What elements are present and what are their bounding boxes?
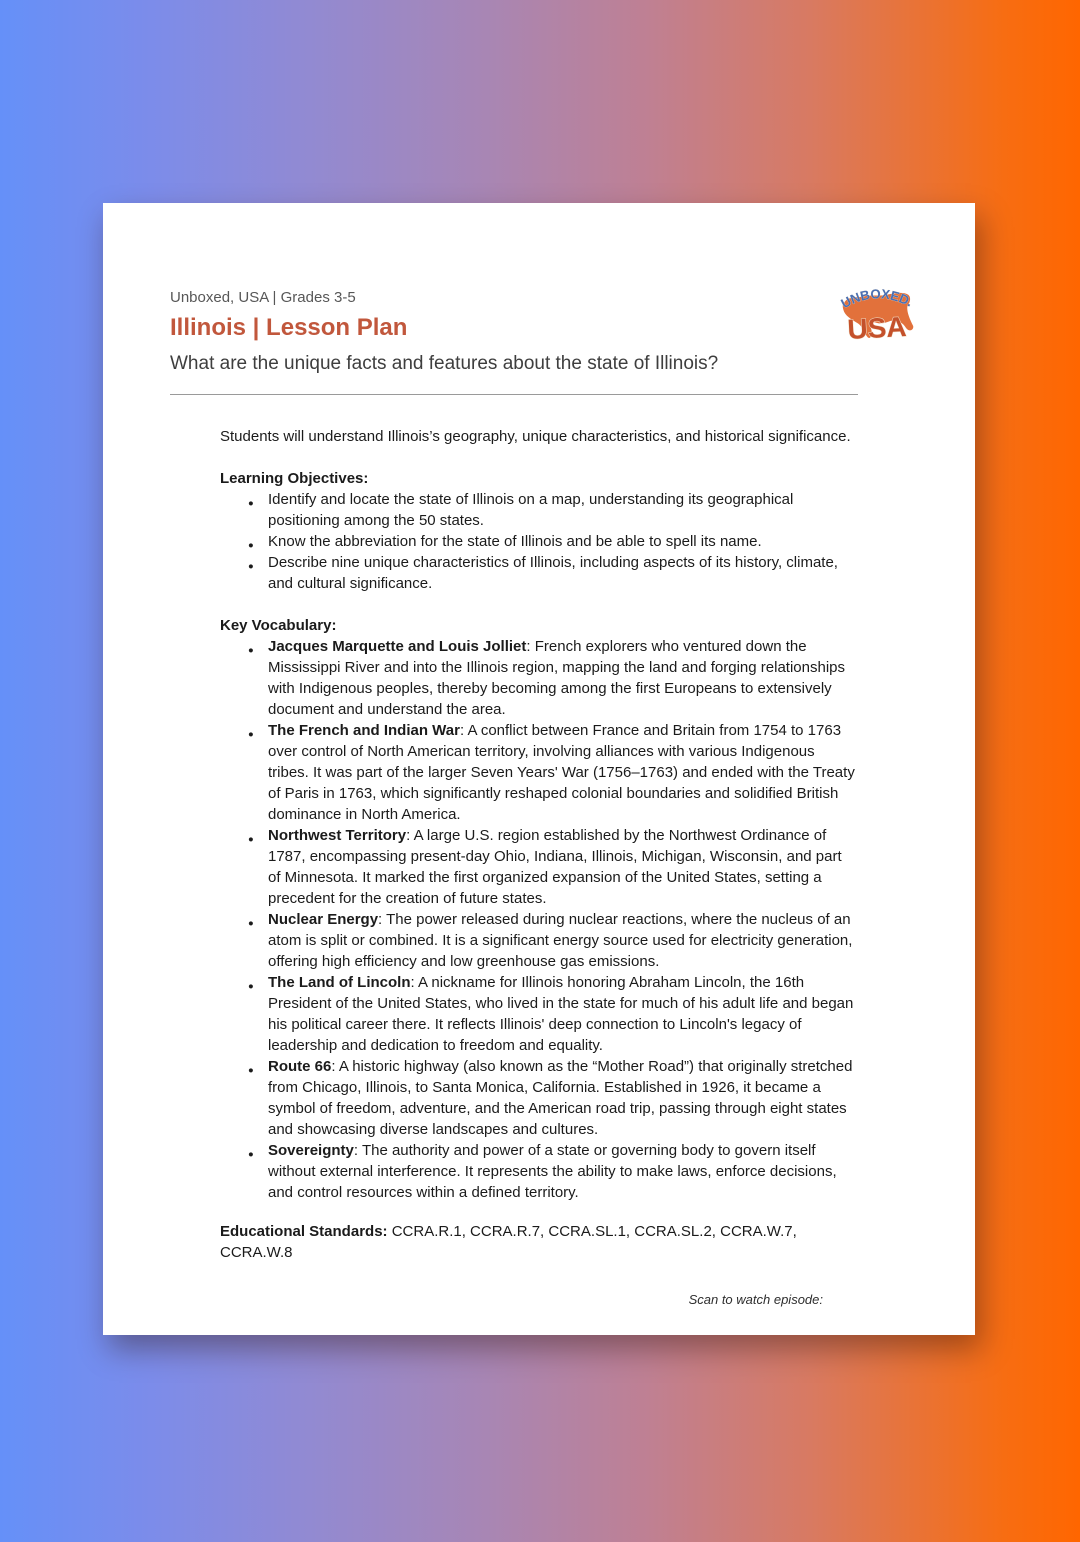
- document-page: [103, 203, 975, 1335]
- standards-value: CCRA.R.1, CCRA.R.7, CCRA.SL.1, CCRA.SL.2, CCRA.W.7, CCRA.W.8: [220, 1223, 797, 1261]
- standards-label: Educational Standards:: [220, 1223, 388, 1240]
- intro-paragraph: Students will understand Illinois’s geography, unique characteristics, and historical significance.: [220, 428, 851, 445]
- list-item: ● Know the abbreviation for the state of Illinois and be able to spell its name.: [268, 531, 858, 552]
- vocab-definition: : A nickname for Illinois honoring Abraham Lincoln, the 16th President of the United States, who lived in the state for much of his adult life and began his political career there. It reflects Illinois' deep connection to Lincoln's legacy of leadership and dedication to freedom and equality.: [268, 974, 854, 1054]
- list-item: [268, 1140, 858, 1203]
- vocab-definition: : French explorers who ventured down the Mississippi River and into the Illinois region, mapping the land and forging relationships with Indigenous peoples, thereby becoming among the first Europeans to extensively document and understand the area.: [268, 638, 845, 718]
- document-body: [220, 426, 858, 1308]
- vocab-term: Route 66: [268, 1058, 332, 1075]
- page-title: Illinois | Lesson Plan: [170, 314, 408, 341]
- list-item: [268, 1056, 858, 1140]
- educational-standards: [220, 1221, 858, 1263]
- list-item: ● Describe nine unique characteristics of Illinois, including aspects of its history, climate, and cultural significance.: [268, 552, 858, 594]
- vocab-definition: : The power released during nuclear reactions, where the nucleus of an atom is split or combined. It is a significant energy source used for electricity generation, offering high efficiency and low greenhouse gas emissions.: [268, 911, 853, 970]
- list-item: [268, 909, 858, 972]
- unboxed-usa-logo: [835, 275, 919, 349]
- list-item: ● Identify and locate the state of Illinois on a map, understanding its geographical positioning among the 50 states.: [268, 489, 858, 531]
- document-header: [170, 288, 858, 395]
- logo-text-top: UNBOXED.: [838, 286, 916, 312]
- vocab-definition: : A conflict between France and Britain from 1754 to 1763 over control of North American territory, involving alliances with various Indigenous tribes. It was part of the larger Seven Years' War (1756–1763) and ended with the Treaty of Paris in 1763, which significantly reshaped colonial boundaries and solidified British dominance in North America.: [268, 722, 855, 823]
- vocab-term: Jacques Marquette and Louis Jolliet: [268, 638, 527, 655]
- list-item: [268, 720, 858, 825]
- key-vocabulary-heading: Key Vocabulary:: [220, 617, 337, 634]
- list-item: [268, 972, 858, 1056]
- vocab-term: Northwest Territory: [268, 827, 407, 844]
- vocab-term: The Land of Lincoln: [268, 974, 411, 991]
- eyebrow-text: Unboxed, USA | Grades 3-5: [170, 289, 356, 306]
- learning-objectives-heading: Learning Objectives:: [220, 470, 369, 487]
- logo-text-bottom: USA: [846, 310, 908, 346]
- list-item: [268, 825, 858, 909]
- header-divider: [170, 394, 858, 395]
- vocab-term: Nuclear Energy: [268, 911, 379, 928]
- essential-question: What are the unique facts and features about the state of Illinois?: [170, 353, 719, 374]
- vocab-term: The French and Indian War: [268, 722, 460, 739]
- vocab-definition: : The authority and power of a state or governing body to govern itself without external interference. It represents the ability to make laws, enforce decisions, and control resources within a defined territory.: [268, 1142, 837, 1201]
- learning-objectives-list: [220, 489, 858, 594]
- vocab-definition: : A historic highway (also known as the “Mother Road”) that originally stretched from Chicago, Illinois, to Santa Monica, California. Established in 1926, it became a symbol of freedom, adventure, and the American road trip, passing through eight states and showcasing diverse landscapes and cultures.: [268, 1058, 853, 1138]
- scan-note: Scan to watch episode:: [688, 1292, 823, 1307]
- vocab-term: Sovereignty: [268, 1142, 354, 1159]
- key-vocabulary-list: [220, 636, 858, 1203]
- vocab-definition: : A large U.S. region established by the Northwest Ordinance of 1787, encompassing present-day Ohio, Indiana, Illinois, Michigan, Wisconsin, and part of Minnesota. It marked the first organized expansion of the United States, setting a precedent for the creation of future states.: [268, 827, 842, 907]
- list-item: [268, 636, 858, 720]
